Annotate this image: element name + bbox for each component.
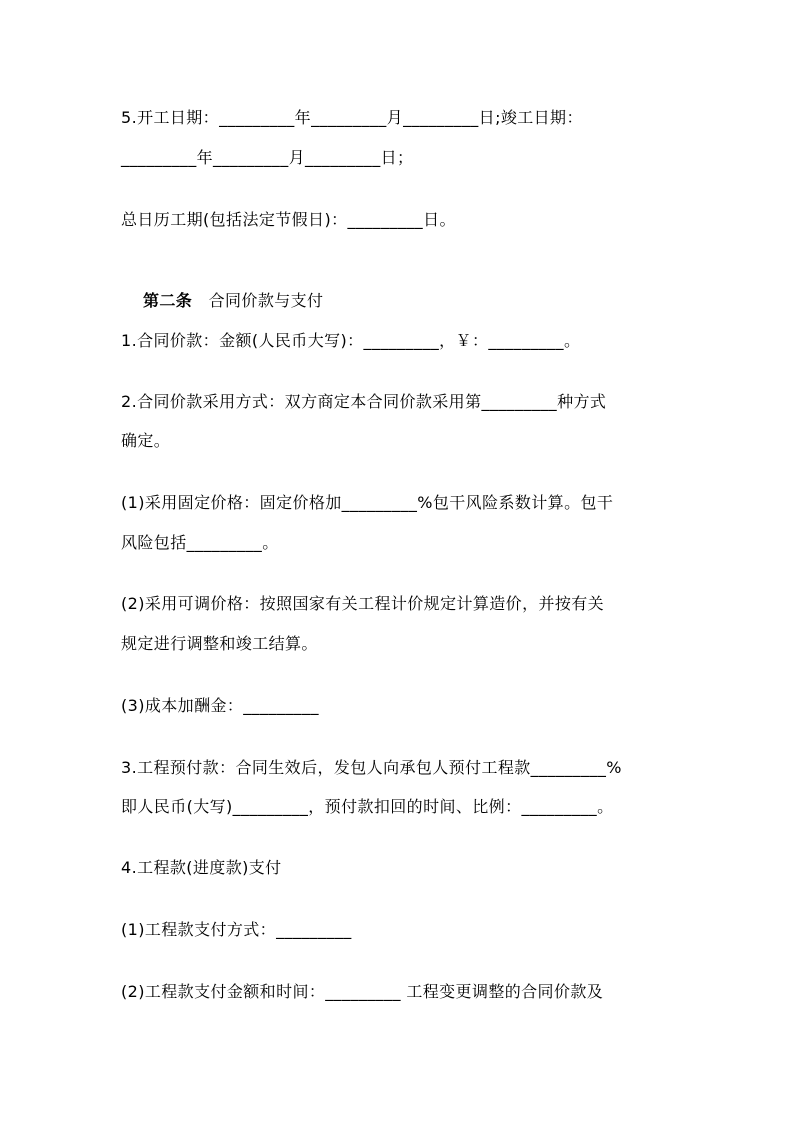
contract-price-line: 1.合同价款：金额(人民币大写)：_________，￥：_________。	[121, 331, 581, 350]
adjustable-price-line: (2)采用可调价格：按照国家有关工程计价规定计算造价，并按有关	[121, 594, 605, 613]
progress-payment-heading: 4.工程款(进度款)支付	[121, 858, 282, 877]
fixed-price-line-cont: 风险包括_________。	[121, 533, 279, 552]
cost-plus-line: (3)成本加酬金：_________	[121, 696, 319, 715]
price-method-line-cont: 确定。	[121, 431, 171, 450]
adjustable-price-line-cont: 规定进行调整和竣工结算。	[121, 634, 318, 653]
total-duration-line: 总日历工期(包括法定节假日)：_________日。	[121, 210, 456, 229]
price-method-line: 2.合同价款采用方式：双方商定本合同价款采用第_________种方式	[121, 392, 607, 411]
section-number: 第二条	[142, 291, 193, 310]
start-end-date-line: 5.开工日期：_________年_________月_________日;竣工日期：	[121, 108, 583, 127]
payment-amount-line: (2)工程款支付金额和时间：_________ 工程变更调整的合同价款及	[121, 982, 604, 1001]
advance-payment-line: 3.工程预付款：合同生效后，发包人向承包人预付工程款_________%	[121, 758, 622, 777]
section-title: 合同价款与支付	[208, 291, 324, 310]
section-heading	[121, 271, 323, 331]
advance-payment-line-cont: 即人民币(大写)_________，预付款扣回的时间、比例：_________。	[121, 797, 614, 816]
payment-method-line: (1)工程款支付方式：_________	[121, 920, 352, 939]
fixed-price-line: (1)采用固定价格：固定价格加_________%包干风险系数计算。包干	[121, 493, 614, 512]
completion-date-line: _________年_________月_________日；	[121, 148, 414, 167]
